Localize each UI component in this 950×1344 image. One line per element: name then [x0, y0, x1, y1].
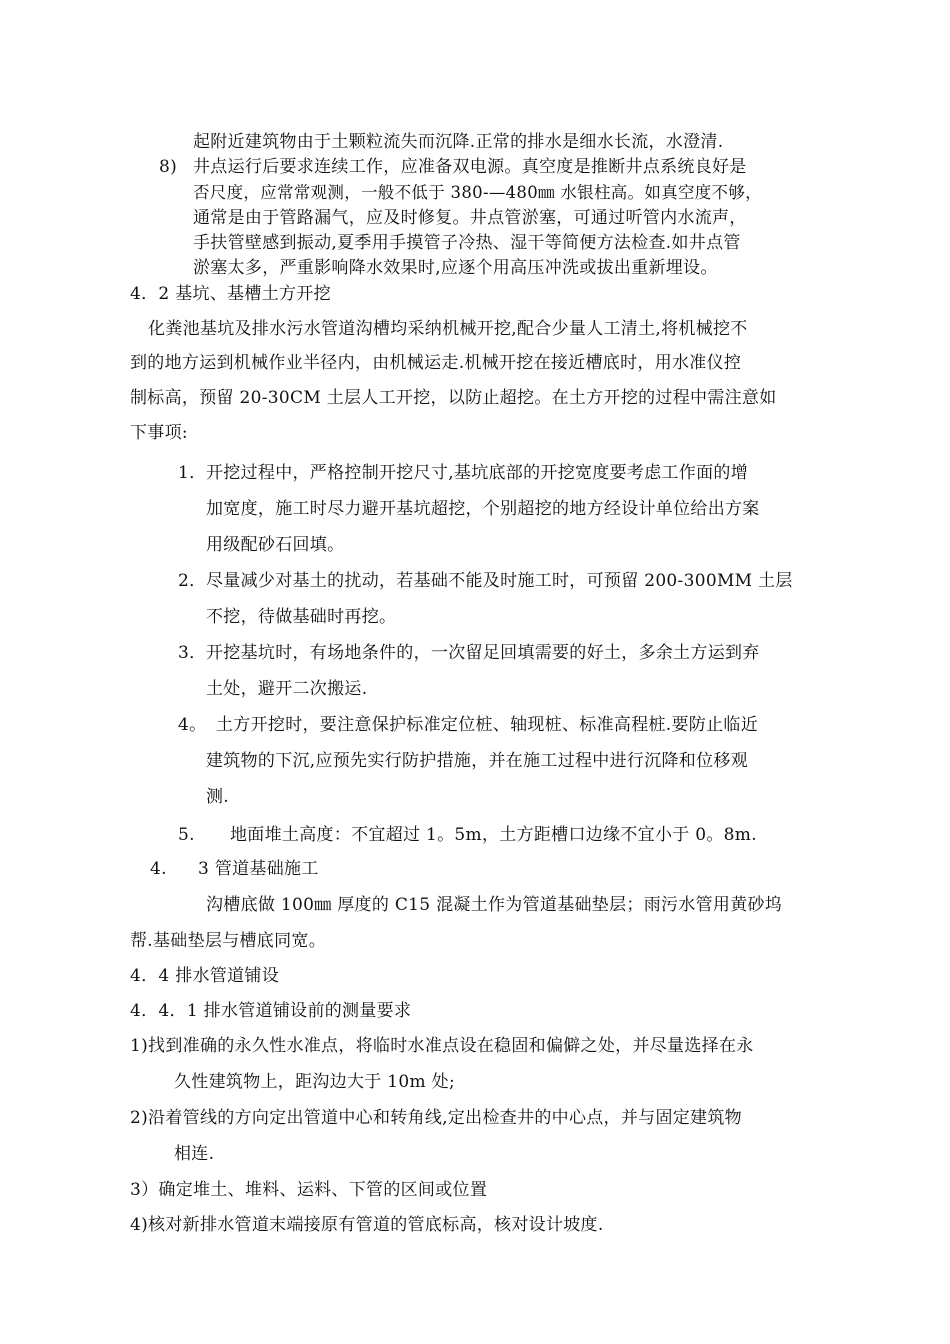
section-heading: 4．2 基坑、基槽土方开挖 — [130, 284, 331, 304]
list-number: 1． — [178, 463, 207, 483]
text-line: 开挖过程中，严格控制开挖尺寸,基坑底部的开挖宽度要考虑工作面的增 — [206, 463, 749, 483]
text-line: 相连. — [174, 1144, 215, 1164]
text-line: 久性建筑物上，距沟边大于 10m 处; — [174, 1072, 455, 1092]
text-line: 加宽度，施工时尽力避开基坑超挖，个别超挖的地方经设计单位给出方案 — [206, 499, 760, 519]
text-line: 下事项: — [130, 423, 188, 443]
text-line: 2)沿着管线的方向定出管道中心和转角线,定出检查井的中心点，并与固定建筑物 — [130, 1108, 742, 1128]
section-heading: 3 管道基础施工 — [198, 859, 319, 879]
text-line: 手扶管壁感到振动,夏季用手摸管子冷热、湿干等简便方法检查.如井点管 — [193, 233, 741, 253]
text-line: 不挖，待做基础时再挖。 — [206, 607, 397, 627]
section-heading: 4．4 排水管道铺设 — [130, 966, 280, 986]
list-number: 5. — [178, 825, 195, 845]
text-line: 测. — [206, 787, 230, 807]
text-line: 尽量减少对基土的扰动，若基础不能及时施工时，可预留 200-300MM 土层 — [206, 571, 793, 591]
section-number: 4. — [150, 859, 167, 879]
section-heading: 4．4．1 排水管道铺设前的测量要求 — [130, 1001, 412, 1021]
list-number: 4。 — [178, 715, 207, 735]
text-line: 井点运行后要求连续工作，应准备双电源。真空度是推断井点系统良好是 — [193, 157, 747, 177]
list-number: 3． — [178, 643, 207, 663]
text-line: 通常是由于管路漏气，应及时修复。井点管淤塞，可通过听管内水流声， — [193, 208, 747, 228]
list-number: 2． — [178, 571, 207, 591]
text-line: 4)核对新排水管道末端接原有管道的管底标高，核对设计坡度. — [130, 1215, 604, 1235]
text-line: 淤塞太多，严重影响降水效果时,应逐个用高压冲洗或拔出重新埋设。 — [193, 258, 718, 278]
list-number: 8) — [159, 157, 178, 177]
text-line: 制标高，预留 20-30CM 土层人工开挖，以防止超挖。在土方开挖的过程中需注意如 — [130, 388, 777, 408]
text-line: 否尺度，应常常观测，一般不低于 380-—480㎜ 水银柱高。如真空度不够， — [193, 183, 762, 202]
text-line: 土处，避开二次搬运. — [206, 679, 368, 699]
text-line: 建筑物的下沉,应预先实行防护措施，并在施工过程中进行沉降和位移观 — [206, 751, 749, 771]
text-line: 沟槽底做 100㎜ 厚度的 C15 混凝土作为管道基础垫层；雨污水管用黄砂坞 — [206, 895, 783, 915]
text-line: 到的地方运到机械作业半径内，由机械运走.机械开挖在接近槽底时，用水准仪控 — [130, 353, 742, 373]
text-line: 化粪池基坑及排水污水管道沟槽均采纳机械开挖,配合少量人工清土,将机械挖不 — [148, 319, 748, 339]
text-line: 土方开挖时，要注意保护标准定位桩、轴现桩、标准高程桩.要防止临近 — [216, 715, 759, 735]
text-line: 开挖基坑时，有场地条件的，一次留足回填需要的好土，多余土方运到弃 — [206, 643, 760, 663]
text-line: 起附近建筑物由于土颗粒流失而沉降.正常的排水是细水长流，水澄清. — [193, 132, 724, 152]
text-line: 用级配砂石回填。 — [206, 535, 345, 555]
text-line: 3）确定堆土、堆料、运料、下管的区间或位置 — [130, 1180, 488, 1200]
text-line: 地面堆土高度：不宜超过 1。5m，土方距槽口边缘不宜小于 0。8m. — [230, 825, 757, 845]
text-line: 1)找到准确的永久性水准点，将临时水准点设在稳固和偏僻之处，并尽量选择在永 — [130, 1036, 754, 1056]
text-line: 帮.基础垫层与槽底同宽。 — [130, 931, 327, 951]
